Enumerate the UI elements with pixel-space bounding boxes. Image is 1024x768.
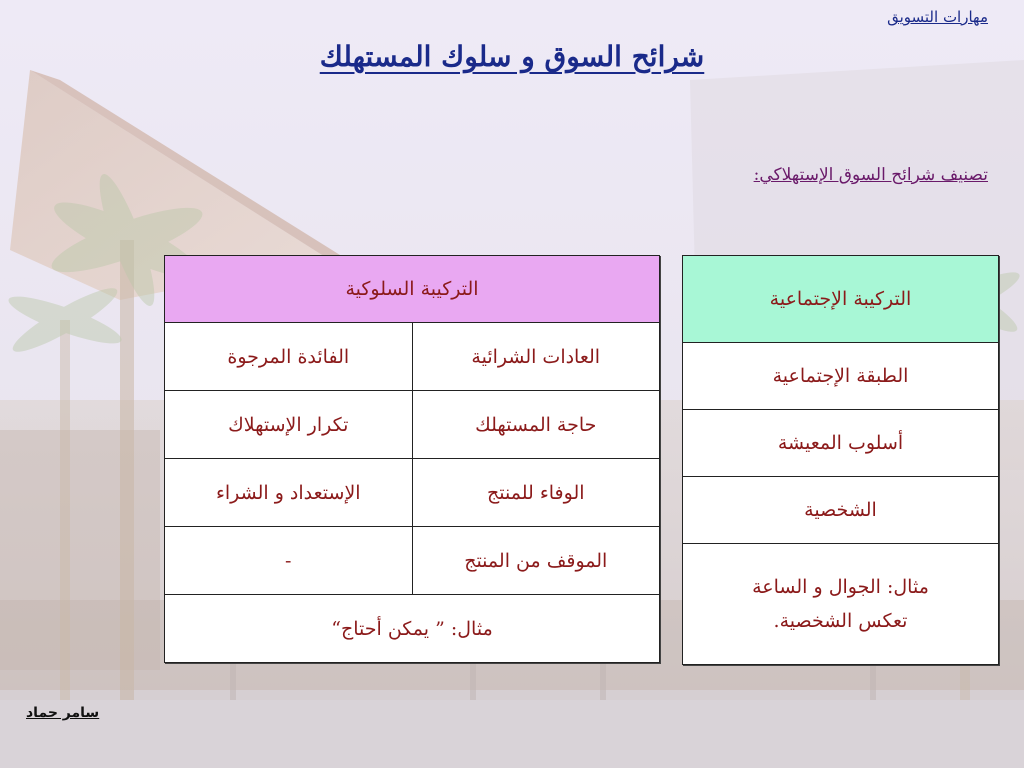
behavioral-table-cell: الوفاء للمنتج xyxy=(412,459,660,527)
behavioral-table-header: التركيبة السلوكية xyxy=(165,256,660,323)
behavioral-table-cell: العادات الشرائية xyxy=(412,323,660,391)
behavioral-table-cell: الإستعداد و الشراء xyxy=(165,459,413,527)
social-table-header: التركيبة الإجتماعية xyxy=(683,256,999,343)
social-composition-table xyxy=(682,255,999,665)
behavioral-table-cell: الفائدة المرجوة xyxy=(165,323,413,391)
social-table-cell: الطبقة الإجتماعية xyxy=(683,343,999,410)
social-example-line-1: مثال: الجوال و الساعة xyxy=(752,575,929,598)
social-table-cell: أسلوب المعيشة xyxy=(683,410,999,477)
behavioral-table-cell: تكرار الإستهلاك xyxy=(165,391,413,459)
course-label: مهارات التسويق xyxy=(887,8,988,26)
slide-title-text: شرائح السوق و سلوك المستهلك xyxy=(319,40,705,73)
behavioral-composition-table xyxy=(164,255,660,663)
behavioral-table-cell: الموقف من المنتج xyxy=(412,527,660,595)
author-name: سامر حماد xyxy=(26,705,100,721)
social-example-line-2: تعكس الشخصية. xyxy=(773,610,908,632)
behavioral-table-cell: حاجة المستهلك xyxy=(412,391,660,459)
social-table-example xyxy=(683,544,999,665)
slide-subtitle: تصنيف شرائح السوق الإستهلاكي: xyxy=(753,165,988,185)
social-table-cell: الشخصية xyxy=(683,477,999,544)
slide-title xyxy=(0,40,1024,73)
behavioral-table-example: مثال: ” يمكن أحتاج“ xyxy=(165,595,660,663)
behavioral-table-cell: - xyxy=(165,527,413,595)
